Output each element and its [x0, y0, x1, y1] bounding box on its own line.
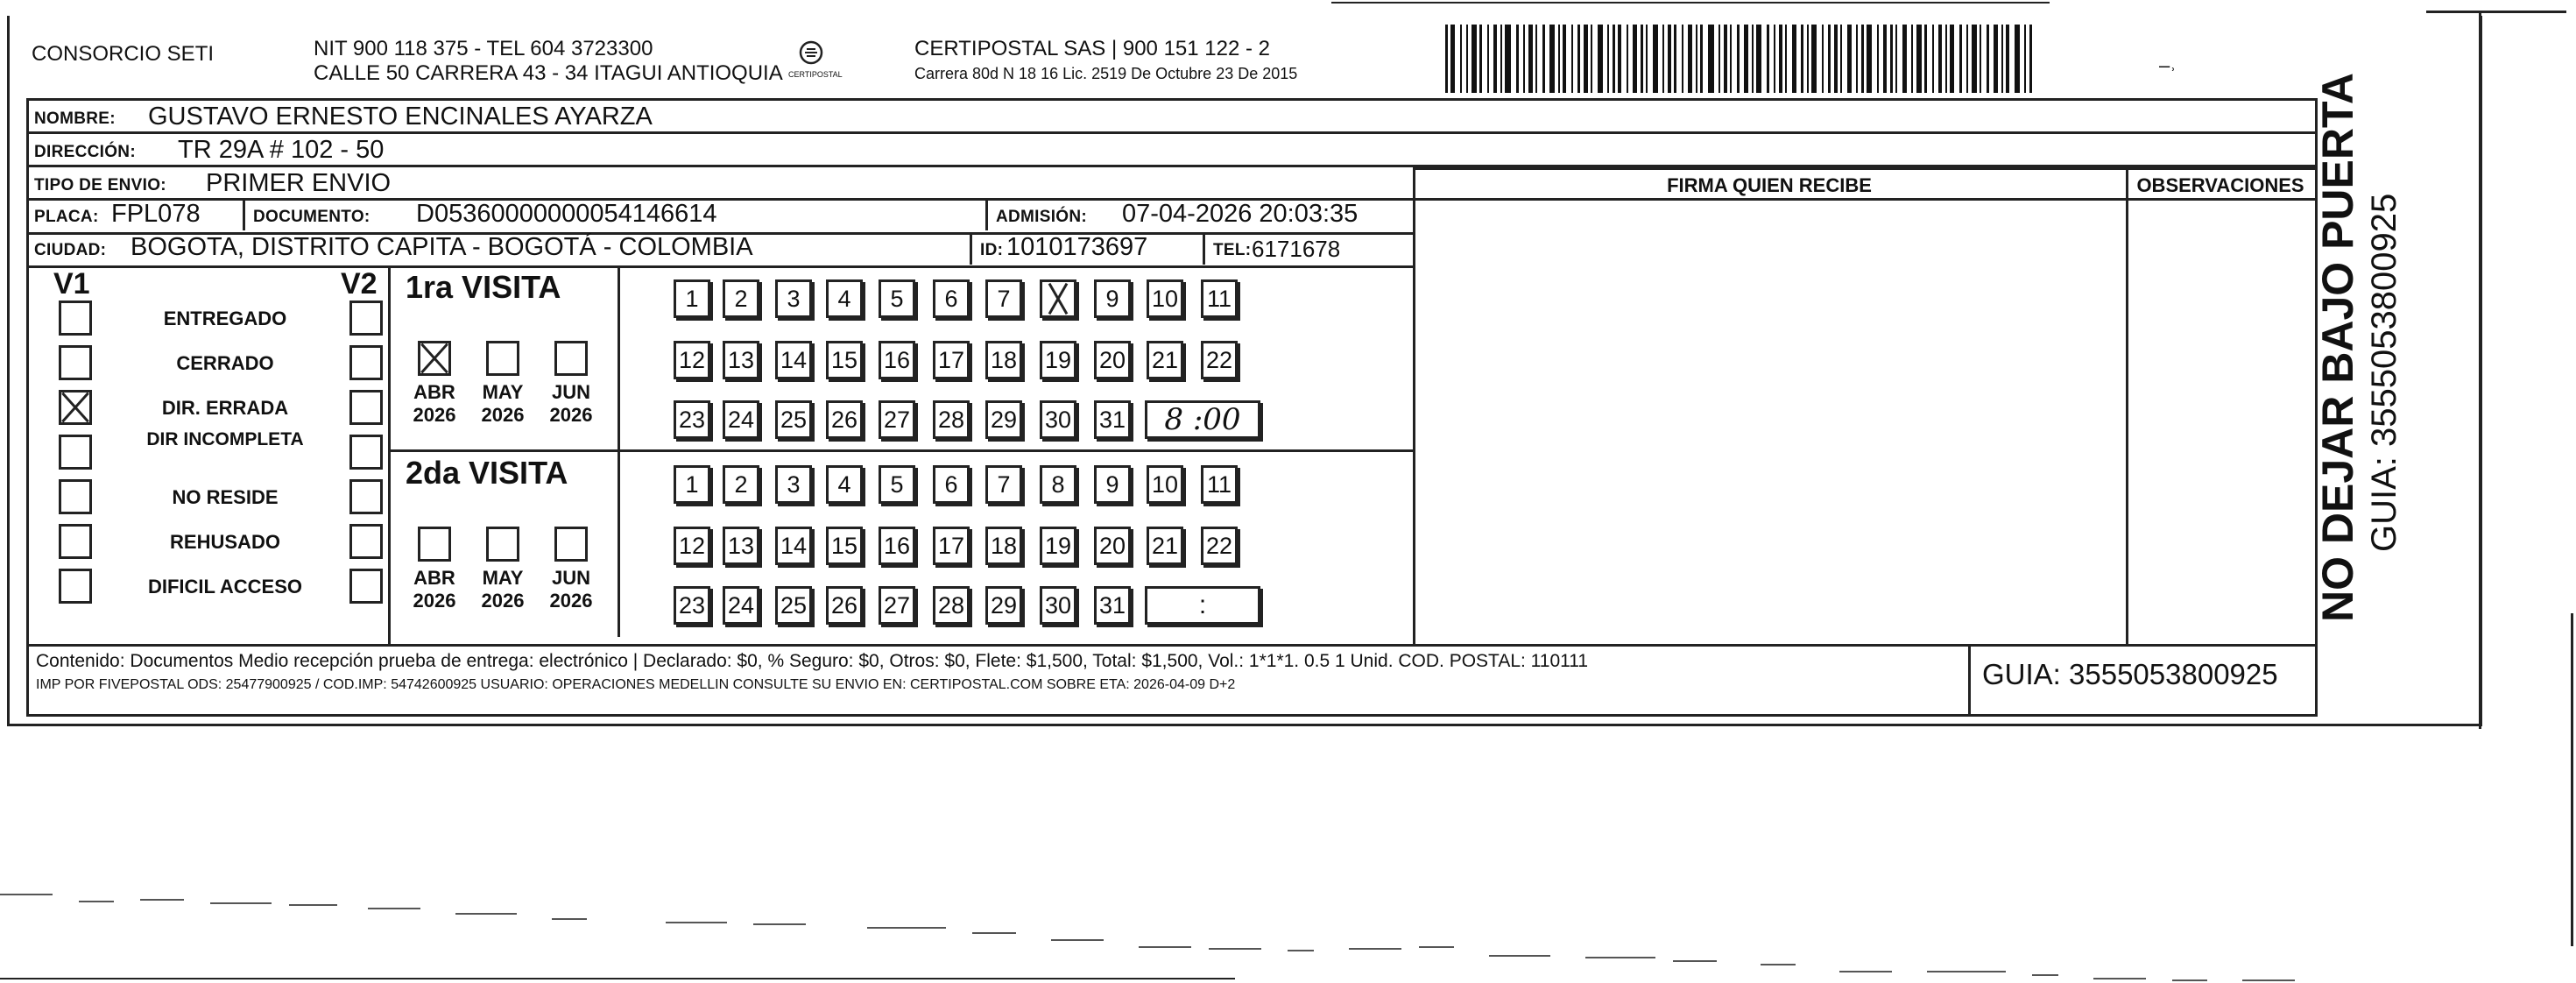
documento-label: DOCUMENTO: [253, 208, 371, 226]
barcode-bar [1861, 25, 1864, 93]
barcode-bar [1938, 25, 1942, 93]
day-box-6[interactable]: 6 [933, 279, 970, 318]
v1-checkbox[interactable] [59, 345, 92, 380]
barcode-bar [1500, 25, 1502, 93]
admision-label: ADMISIÓN: [996, 208, 1088, 226]
barcode-bar [1959, 25, 1962, 93]
row-direccion [29, 134, 2315, 167]
ciudad-bottom-line [29, 265, 1413, 268]
no-dejar-warning: NO DEJAR BAJO PUERTA [2313, 73, 2362, 622]
barcode-bar [1867, 25, 1872, 93]
tear-dash [1349, 948, 1401, 950]
right-panel-header-line [1413, 198, 2315, 201]
v2-checkbox[interactable] [349, 390, 383, 425]
day-box-18[interactable]: 18 [985, 341, 1022, 379]
tear-dash [1585, 957, 1655, 958]
month-year: 2026 [549, 590, 593, 612]
documento-value: D05360000000054146614 [416, 200, 717, 228]
day-box-5[interactable]: 5 [879, 279, 915, 318]
barcode-bar [1598, 25, 1603, 93]
tear-dash [1419, 946, 1454, 948]
barcode-bar [1847, 25, 1852, 93]
barcode-bar [1450, 25, 1455, 93]
tear-dash [79, 901, 114, 902]
day-box-3[interactable]: 3 [775, 279, 812, 318]
day-box-2[interactable]: 2 [723, 465, 759, 504]
day-box-15[interactable]: 15 [826, 341, 863, 379]
day-box-13[interactable]: 13 [723, 527, 759, 565]
barcode-bar [1668, 25, 1671, 93]
day-box-15[interactable]: 15 [826, 527, 863, 565]
time-box[interactable]: : [1145, 586, 1260, 625]
day-box-8[interactable] [1040, 279, 1076, 318]
day-box-28[interactable]: 28 [933, 586, 970, 625]
barcode-bar [1682, 25, 1683, 93]
tear-dash [753, 923, 806, 925]
day-box-30[interactable]: 30 [1040, 586, 1076, 625]
obs-left-border [2126, 167, 2128, 644]
day-box-4[interactable]: 4 [826, 279, 863, 318]
day-box-14[interactable]: 14 [775, 341, 812, 379]
sender-address: CALLE 50 CARRERA 43 - 34 ITAGUI ANTIOQUIA [314, 61, 783, 85]
contenido-line: Contenido: Documentos Medio recepción prueba de entrega: electrónico | Declarado: $0, % Seguro: $0, Otros: $0, Flete: $1,500, Total: $1,500, Vol.: 1*1*1. 0.5 1 Unid. COD. POSTAL: 110111 [36, 651, 1589, 671]
barcode-bar [1674, 25, 1676, 93]
day-box-24[interactable]: 24 [723, 400, 759, 439]
v2-checkbox[interactable] [349, 435, 383, 470]
barcode-bar [1822, 25, 1824, 93]
firma-top-line [1413, 167, 2315, 170]
day-box-28[interactable]: 28 [933, 400, 970, 439]
courier-license: Carrera 80d N 18 16 Lic. 2519 De Octubre 23 De 2015 [914, 65, 1298, 82]
tear-dash [972, 932, 1016, 934]
placa-value: FPL078 [111, 200, 201, 228]
barcode-bar [1840, 25, 1842, 93]
barcode-bar [1890, 25, 1893, 93]
barcode-bar [1549, 25, 1555, 93]
day-box-29[interactable]: 29 [985, 400, 1022, 439]
month-checkbox[interactable] [486, 341, 519, 376]
month-name: ABR [413, 381, 455, 403]
placa-label: PLACA: [34, 208, 99, 226]
v1-checkbox[interactable] [59, 479, 92, 514]
v2-checkbox[interactable] [349, 479, 383, 514]
barcode-bar [1994, 25, 1998, 93]
v1-checkbox[interactable] [59, 301, 92, 336]
barcode-bar [1633, 25, 1637, 93]
day-box-27[interactable]: 27 [879, 586, 915, 625]
month-year: 2026 [413, 404, 456, 427]
tear-dash [1927, 971, 2006, 972]
courier-line: CERTIPOSTAL SAS | 900 151 122 - 2 [914, 37, 1270, 60]
day-box-11[interactable]: 11 [1201, 465, 1238, 504]
month-name: MAY [482, 567, 524, 589]
day-box-27[interactable]: 27 [879, 400, 915, 439]
v1-checkbox[interactable] [59, 435, 92, 470]
v1-checkbox[interactable] [59, 569, 92, 604]
day-box-29[interactable]: 29 [985, 586, 1022, 625]
day-box-26[interactable]: 26 [826, 400, 863, 439]
visit-separator [388, 449, 1413, 452]
day-box-1[interactable]: 1 [674, 465, 710, 504]
barcode-bar [1834, 25, 1838, 93]
firma-header: FIRMA QUIEN RECIBE [1667, 174, 1872, 196]
barcode-bar [1785, 25, 1787, 93]
day-box-19[interactable]: 19 [1040, 341, 1076, 379]
barcode-bar [1571, 25, 1573, 93]
barcode-mark: –˒ [2159, 54, 2177, 76]
ciudad-label: CIUDAD: [34, 241, 107, 259]
day-box-22[interactable]: 22 [1201, 527, 1238, 565]
barcode-bar [1987, 25, 1989, 93]
day-box-4[interactable]: 4 [826, 465, 863, 504]
barcode-bar [1563, 25, 1566, 93]
tipo-value: PRIMER ENVIO [206, 169, 392, 197]
barcode-bar [1774, 25, 1775, 93]
status-label: REHUSADO [170, 531, 280, 553]
barcode-bar [1932, 25, 1934, 93]
barcode-bar [1607, 25, 1609, 93]
day-box-19[interactable]: 19 [1040, 527, 1076, 565]
status-label: NO RESIDE [172, 486, 279, 508]
tear-dash [2032, 974, 2058, 976]
barcode-bar [1505, 25, 1511, 93]
placa-divider [243, 201, 245, 230]
tel-label: TEL: [1213, 241, 1252, 259]
month-year: 2026 [481, 404, 525, 427]
direccion-value: TR 29A # 102 - 50 [178, 136, 385, 164]
barcode-bar [1466, 25, 1468, 93]
status-label: DIR. ERRADA [161, 397, 289, 419]
tear-dash [2093, 978, 2146, 979]
tear-dash [1051, 939, 1104, 941]
tear-dash [1839, 971, 1892, 972]
sender-name: CONSORCIO SETI [32, 42, 215, 66]
barcode-bar [1801, 25, 1803, 93]
barcode-bar [1708, 25, 1714, 93]
certipostal-logo-icon [794, 39, 829, 74]
guia-divider [1968, 644, 1971, 714]
barcode-bar [1877, 25, 1879, 93]
tear-dash [1288, 950, 1314, 951]
status-divider [388, 265, 391, 644]
day-box-31[interactable]: 31 [1094, 400, 1131, 439]
barcode-bar [1972, 25, 1977, 93]
barcode-bar [2006, 25, 2009, 93]
barcode-bar [1752, 25, 1754, 93]
tear-dash [455, 913, 517, 915]
day-box-8[interactable]: 8 [1040, 465, 1076, 504]
month-label [404, 567, 465, 613]
day-box-11[interactable]: 11 [1201, 279, 1238, 318]
month-checkbox[interactable] [486, 527, 519, 562]
barcode-bar [1641, 25, 1643, 93]
firma-left-border [1413, 167, 1415, 644]
barcode-bar [1730, 25, 1732, 93]
tear-dash [2242, 979, 2295, 981]
v2-checkbox[interactable] [349, 345, 383, 380]
month-name: MAY [482, 381, 524, 403]
day-box-22[interactable]: 22 [1201, 341, 1238, 379]
day-box-3[interactable]: 3 [775, 465, 812, 504]
barcode-bar [1756, 25, 1761, 93]
id-label: ID: [980, 241, 1004, 259]
barcode-bar [1966, 25, 1968, 93]
day-box-26[interactable]: 26 [826, 586, 863, 625]
tear-dash [210, 902, 272, 904]
month-checkbox[interactable] [418, 341, 451, 376]
barcode-bar [1856, 25, 1858, 93]
barcode-bar [1653, 25, 1658, 93]
logo-caption: CERTIPOSTAL [788, 70, 843, 79]
barcode-bar [1767, 25, 1769, 93]
month-label [472, 381, 533, 428]
month-year: 2026 [413, 590, 456, 612]
barcode-bar [1646, 25, 1648, 93]
day-box-16[interactable]: 16 [879, 341, 915, 379]
guia-footer: GUIA: 3555053800925 [1982, 658, 2278, 690]
day-box-12[interactable]: 12 [674, 527, 710, 565]
barcode-bar [1980, 25, 1981, 93]
status-label: DIFICIL ACCESO [147, 576, 302, 598]
barcode-bar [1516, 25, 1519, 93]
id-divider [1203, 235, 1205, 265]
shipping-form [26, 98, 2318, 717]
tear-dash [1139, 946, 1191, 948]
right-edge-line [2479, 11, 2481, 729]
day-box-14[interactable]: 14 [775, 527, 812, 565]
day-box-6[interactable]: 6 [933, 465, 970, 504]
v2-checkbox[interactable] [349, 524, 383, 559]
tear-dash [2172, 979, 2207, 981]
visit-title: 1ra VISITA [406, 269, 561, 305]
day-box-25[interactable]: 25 [775, 586, 812, 625]
barcode-bar [1828, 25, 1831, 93]
v1-checkbox[interactable] [59, 390, 92, 425]
month-label [404, 381, 465, 428]
barcode-bar [1577, 25, 1580, 93]
row-nombre [29, 101, 2315, 134]
barcode-bar [1688, 25, 1692, 93]
day-box-17[interactable]: 17 [933, 527, 970, 565]
day-box-17[interactable]: 17 [933, 341, 970, 379]
nombre-label: NOMBRE: [34, 110, 116, 128]
tear-dash [666, 922, 727, 923]
v1-header: V1 [53, 267, 90, 301]
barcode-bar [1916, 25, 1922, 93]
barcode-bar [1460, 25, 1462, 93]
tear-dash [1489, 955, 1550, 957]
tear-dash [1761, 964, 1796, 965]
sender-nit: NIT 900 118 375 - TEL 604 3723300 [314, 37, 653, 60]
barcode-bar [1558, 25, 1560, 93]
corner-line [2426, 11, 2566, 13]
grid-bottom-line [29, 644, 2315, 647]
nombre-value: GUSTAVO ERNESTO ENCINALES AYARZA [148, 103, 653, 131]
status-label: DIR INCOMPLETA [146, 429, 304, 449]
direccion-label: DIRECCIÓN: [34, 143, 136, 161]
barcode-bar [1471, 25, 1477, 93]
id-value: 1010173697 [1006, 233, 1148, 261]
barcode-bar [1811, 25, 1817, 93]
day-box-1[interactable]: 1 [674, 279, 710, 318]
barcode-bar [1627, 25, 1628, 93]
imp-line: IMP POR FIVEPOSTAL ODS: 25477900925 / COD.IMP: 54742600925 USUARIO: OPERACIONES MEDELLIN CONSULTE SU ENVIO EN: CERTIPOSTAL.COM SOBRE ETA: 2026-04-09 D+2 [36, 677, 1236, 692]
barcode-bar [1662, 25, 1664, 93]
v2-header: V2 [341, 267, 378, 301]
tear-dash [289, 904, 337, 906]
barcode-bar [1584, 25, 1588, 93]
barcode-bar [1487, 25, 1489, 93]
day-box-7[interactable]: 7 [985, 465, 1022, 504]
barcode-bar [2001, 25, 2003, 93]
month-name: JUN [551, 381, 590, 403]
barcode-bar [1744, 25, 1748, 93]
barcode-bar [1911, 25, 1913, 93]
barcode-bar [1479, 25, 1482, 93]
day-box-30[interactable]: 30 [1040, 400, 1076, 439]
far-right-edge-line [2571, 613, 2573, 946]
barcode-bar [1779, 25, 1782, 93]
tear-dash [0, 894, 53, 895]
documento-divider [985, 201, 988, 230]
month-name: JUN [551, 567, 590, 589]
tear-dash [552, 918, 587, 920]
month-year: 2026 [481, 590, 525, 612]
day-box-20[interactable]: 20 [1094, 341, 1131, 379]
admision-value: 07-04-2026 20:03:35 [1122, 200, 1359, 228]
day-box-10[interactable]: 10 [1147, 279, 1183, 318]
day-box-25[interactable]: 25 [775, 400, 812, 439]
barcode-bar [1613, 25, 1615, 93]
tear-dash [1673, 960, 1717, 962]
day-box-2[interactable]: 2 [723, 279, 759, 318]
barcode-icon [1445, 25, 2146, 93]
month-label [540, 381, 602, 428]
day-box-21[interactable]: 21 [1147, 527, 1183, 565]
side-guia: GUIA: 3555053800925 [2365, 193, 2403, 552]
day-box-13[interactable]: 13 [723, 341, 759, 379]
barcode-bar [1902, 25, 1907, 93]
top-edge-line [1331, 2, 2050, 4]
tear-dash [368, 908, 420, 909]
time-box[interactable]: 8 :00 [1145, 400, 1260, 439]
tel-value: 6171678 [1252, 236, 1341, 262]
visit-title: 2da VISITA [406, 455, 568, 491]
observaciones-header: OBSERVACIONES [2136, 174, 2304, 196]
day-box-12[interactable]: 12 [674, 341, 710, 379]
barcode-bar [1945, 25, 1947, 93]
day-box-16[interactable]: 16 [879, 527, 915, 565]
barcode-bar [1618, 25, 1621, 93]
month-label [472, 567, 533, 613]
barcode-bar [1807, 25, 1809, 93]
tipo-label: TIPO DE ENVIO: [34, 176, 166, 194]
day-box-9[interactable]: 9 [1094, 465, 1131, 504]
visit-days-divider [618, 265, 620, 451]
barcode-bar [2015, 25, 2020, 93]
tear-dash [1209, 948, 1261, 950]
month-checkbox[interactable] [554, 341, 588, 376]
day-box-18[interactable]: 18 [985, 527, 1022, 565]
status-label: ENTREGADO [163, 308, 287, 329]
ciudad-divider [970, 235, 972, 265]
day-box-21[interactable]: 21 [1147, 341, 1183, 379]
barcode-bar [1445, 25, 1448, 93]
tear-dash [140, 899, 184, 901]
barcode-bar [1528, 25, 1533, 93]
v2-checkbox[interactable] [349, 301, 383, 336]
day-box-23[interactable]: 23 [674, 400, 710, 439]
barcode-bar [1924, 25, 1927, 93]
ciudad-value: BOGOTA, DISTRITO CAPITA - BOGOTÁ - COLOMBIA [131, 233, 753, 261]
month-label [540, 567, 602, 613]
month-name: ABR [413, 567, 455, 589]
barcode-bar [1950, 25, 1954, 93]
barcode-bar [2024, 25, 2026, 93]
barcode-bar [1719, 25, 1720, 93]
barcode-bar [1493, 25, 1497, 93]
barcode-bar [1737, 25, 1740, 93]
bottom-edge-line [0, 978, 1235, 979]
day-box-31[interactable]: 31 [1094, 586, 1131, 625]
barcode-bar [1792, 25, 1796, 93]
barcode-bar [1700, 25, 1703, 93]
day-box-10[interactable]: 10 [1147, 465, 1183, 504]
day-box-23[interactable]: 23 [674, 586, 710, 625]
barcode-bar [1724, 25, 1727, 93]
visit-days-divider [618, 451, 620, 637]
barcode-bar [1535, 25, 1537, 93]
day-box-9[interactable]: 9 [1094, 279, 1131, 318]
day-box-7[interactable]: 7 [985, 279, 1022, 318]
barcode-bar [1591, 25, 1592, 93]
v2-checkbox[interactable] [349, 569, 383, 604]
month-year: 2026 [549, 404, 593, 427]
barcode-bar [2029, 25, 2032, 93]
day-box-24[interactable]: 24 [723, 586, 759, 625]
day-box-20[interactable]: 20 [1094, 527, 1131, 565]
barcode-bar [1542, 25, 1545, 93]
month-checkbox[interactable] [418, 527, 451, 562]
day-box-5[interactable]: 5 [879, 465, 915, 504]
tear-dash [867, 927, 946, 929]
barcode-bar [1696, 25, 1697, 93]
barcode-bar [1883, 25, 1887, 93]
month-checkbox[interactable] [554, 527, 588, 562]
barcode-bar [1523, 25, 1525, 93]
v1-checkbox[interactable] [59, 524, 92, 559]
barcode-bar [1895, 25, 1897, 93]
status-label: CERRADO [176, 352, 274, 374]
